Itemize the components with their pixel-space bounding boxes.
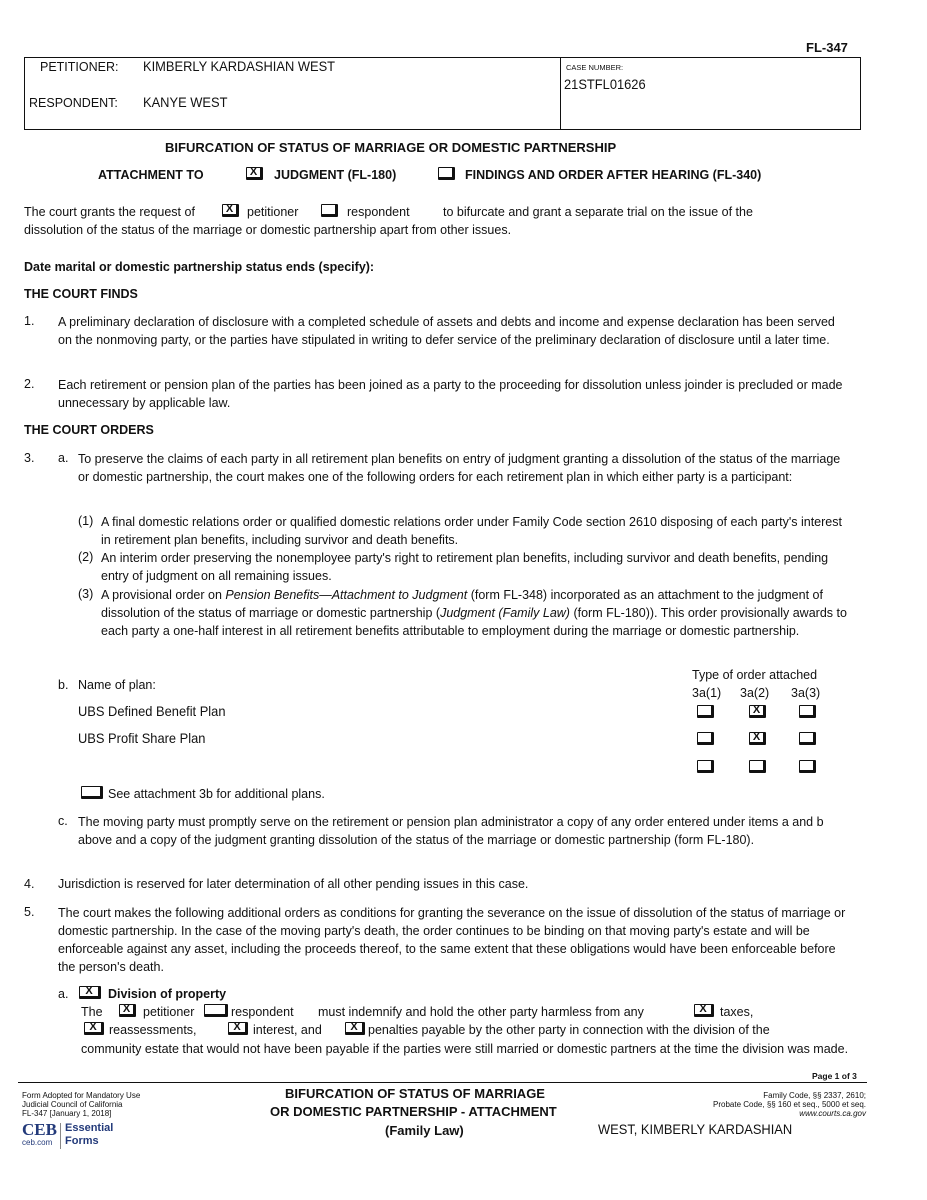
order-5-number: 5. [24,905,35,919]
plan-name-2: UBS Profit Share Plan [78,730,206,746]
plan-1-3a2-checkbox[interactable]: X [749,705,766,718]
court-orders-heading: THE COURT ORDERS [24,423,154,437]
respondent-label: RESPONDENT: [29,96,118,110]
order-5a-respondent-checkbox[interactable] [204,1004,228,1017]
order-5a-petitioner-label: petitioner [143,1005,195,1019]
plan-2-3a2-checkbox[interactable]: X [749,732,766,745]
order-3a-letter: a. [58,451,69,465]
sub-3-text [101,586,853,640]
see-attachment-label: See attachment 3b for additional plans. [108,787,325,801]
order-4-number: 4. [24,877,35,891]
ceb-logo-text: CEB [22,1120,57,1139]
sub-3-number: (3) [78,587,94,601]
sub-1-number: (1) [78,514,94,528]
order-5a-letter: a. [58,987,69,1001]
order-3a-text: To preserve the claims of each party in all retirement plan benefits on entry of judgment granting a dissolution of the status of the marriage or domestic partnership, the court makes one of the following orders for each retirement plan in which either party is a participant: [78,452,841,484]
sub-2-number: (2) [78,550,94,564]
footer-left-3: FL-347 [January 1, 2018] [22,1109,112,1118]
see-attachment-checkbox[interactable] [81,786,103,799]
penalties-label: penalties payable by the other party in connection with the division of the [368,1023,770,1037]
intro-text-2: to bifurcate and grant a separate trial on the issue of the [443,205,753,219]
sub-3-part-d: Judgment (Family Law) [440,606,570,620]
ceb-logo-url: ceb.com [22,1138,53,1147]
petitioner-value: KIMBERLY KARDASHIAN WEST [143,58,336,74]
footer-rule [18,1082,867,1083]
page-number: Page 1 of 3 [812,1071,857,1081]
judgment-checkbox[interactable]: X [246,167,263,180]
order-3c-letter: c. [58,814,68,828]
sub-1-text: A final domestic relations order or qualified domestic relations order under Family Code section 2610 disposing of each party's interest in retirement plan benefits, including survivor and death benefits. [101,515,842,547]
penalties-checkbox[interactable]: X [345,1022,365,1035]
footer-right-1: Family Code, §§ 2337, 2610; [763,1091,866,1100]
case-number-label: CASE NUMBER: [566,63,624,72]
essential-forms-logo-line-2: Forms [65,1135,99,1147]
intro-respondent-label: respondent [347,205,410,219]
order-5a-respondent-label: respondent [231,1005,294,1019]
plan-3-3a2-checkbox[interactable] [749,760,766,773]
footer-right-2: Probate Code, §§ 160 et seq., 5000 et seq. [713,1100,866,1109]
caption-divider [560,58,561,129]
findings-checkbox[interactable] [438,167,455,180]
logo-divider [60,1123,61,1149]
form-title: BIFURCATION OF STATUS OF MARRIAGE OR DOMESTIC PARTNERSHIP [165,140,617,155]
plan-2-3a1-checkbox[interactable] [697,732,714,745]
order-5a-rest-text: community estate that would not have been payable if the parties were still married or domestic partners at the time the division was made. [81,1042,849,1056]
order-3-number: 3. [24,451,35,465]
court-finds-heading: THE COURT FINDS [24,287,138,301]
sub-3-part-a: A provisional order on [101,588,222,602]
finding-1-number: 1. [24,314,35,328]
plan-2-3a3-checkbox[interactable] [799,732,816,745]
intro-petitioner-label: petitioner [247,205,299,219]
order-3b-letter: b. [58,678,69,692]
footer-left-1: Form Adopted for Mandatory Use [22,1091,141,1100]
interest-checkbox[interactable]: X [228,1022,248,1035]
plan-3-3a1-checkbox[interactable] [697,760,714,773]
intro-petitioner-checkbox[interactable]: X [222,204,239,217]
col-header-3a3: 3a(3) [791,686,821,700]
sub-3-part-e: (form FL-180)). This order provisionally awards to each party a one-half interest in all retirement benefits attributable to employment during the marriage or domestic partnership. [101,606,847,638]
intro-line-2: dissolution of the status of the marriage or domestic partnership apart from other issues. [24,223,512,237]
petitioner-label: PETITIONER: [40,60,119,74]
sub-2-text: An interim order preserving the nonemployee party's right to retirement plan benefits, including survivor and death benefits, pending entry of judgment on all remaining issues. [101,551,829,583]
footer-title-3: (Family Law) [385,1123,464,1138]
plan-name-1: UBS Defined Benefit Plan [78,703,226,719]
type-of-order-header: Type of order attached [692,668,818,682]
date-status-ends-label: Date marital or domestic partnership status ends (specify): [24,260,375,274]
order-5a-indemnify-text: must indemnify and hold the other party harmless from any [318,1005,644,1019]
form-id: FL-347 [806,40,848,55]
plan-1-3a1-checkbox[interactable] [697,705,714,718]
sub-3-part-b: Pension Benefits—Attachment to Judgment [225,588,468,602]
ceb-logo [22,1122,57,1148]
order-5a-the: The [81,1005,103,1019]
footer-left-2: Judicial Council of California [22,1100,123,1109]
findings-option-label: FINDINGS AND ORDER AFTER HEARING (FL-340) [465,168,762,182]
taxes-checkbox[interactable]: X [694,1004,714,1017]
plan-name-label: Name of plan: [78,678,156,692]
plan-3-3a3-checkbox[interactable] [799,760,816,773]
sub-3-part-c: (form FL-348) incorporated as an attachment to the judgment of dissolution of the status of marriage or domestic partnership ( [101,588,823,620]
reassessments-label: reassessments, [109,1023,197,1037]
footer-right-3: www.courts.ca.gov [799,1109,866,1118]
order-5-text: The court makes the following additional orders as conditions for granting the severance on the issue of dissolution of the status of marriage or domestic partnership. In the case of the moving party's death, the order continues to be binding on that moving party's estate and will be enforceable against any asset, including the proceeds thereof, to the same extent that these obligations would have been enforceable before the person's death. [58,906,846,974]
footer-title-1: BIFURCATION OF STATUS OF MARRIAGE [285,1086,545,1101]
order-4-text: Jurisdiction is reserved for later determination of all other pending issues in this case. [58,877,529,891]
order-3c-text: The moving party must promptly serve on the retirement or pension plan administrator a copy of any order entered under items a and b above and a copy of the judgment granting dissolution of the status of the marriage or domestic partnership (form FL-180). [78,815,824,847]
interest-label: interest, and [253,1023,322,1037]
col-header-3a2: 3a(2) [740,686,770,700]
footer-title-2: OR DOMESTIC PARTNERSHIP - ATTACHMENT [270,1104,557,1119]
plan-1-3a3-checkbox[interactable] [799,705,816,718]
col-header-3a1: 3a(1) [692,686,722,700]
finding-1-text: A preliminary declaration of disclosure with a completed schedule of assets and debts and income and expense declaration has been served on the nonmoving party, or the parties have stipulated in writing to defer service of the preliminary declaration of disclosure until a later time. [58,315,835,347]
respondent-value: KANYE WEST [143,94,228,110]
attachment-label: ATTACHMENT TO [98,168,204,182]
order-5a-petitioner-checkbox[interactable]: X [119,1004,136,1017]
taxes-label: taxes, [720,1005,754,1019]
case-number-value: 21STFL01626 [564,76,646,92]
division-of-property-heading: Division of property [108,987,227,1001]
intro-respondent-checkbox[interactable] [321,204,338,217]
division-of-property-checkbox[interactable]: X [79,986,101,999]
judgment-option-label: JUDGMENT (FL-180) [274,168,397,182]
finding-2-text: Each retirement or pension plan of the parties has been joined as a party to the proceeding for dissolution unless joinder is precluded or made unnecessary by applicable law. [58,378,843,410]
essential-forms-logo-line-1: Essential [65,1122,114,1134]
essential-forms-logo [65,1122,113,1148]
footer-party-name: WEST, KIMBERLY KARDASHIAN [598,1121,793,1137]
finding-2-number: 2. [24,377,35,391]
reassessments-checkbox[interactable]: X [84,1022,104,1035]
intro-text-1: The court grants the request of [24,205,195,219]
